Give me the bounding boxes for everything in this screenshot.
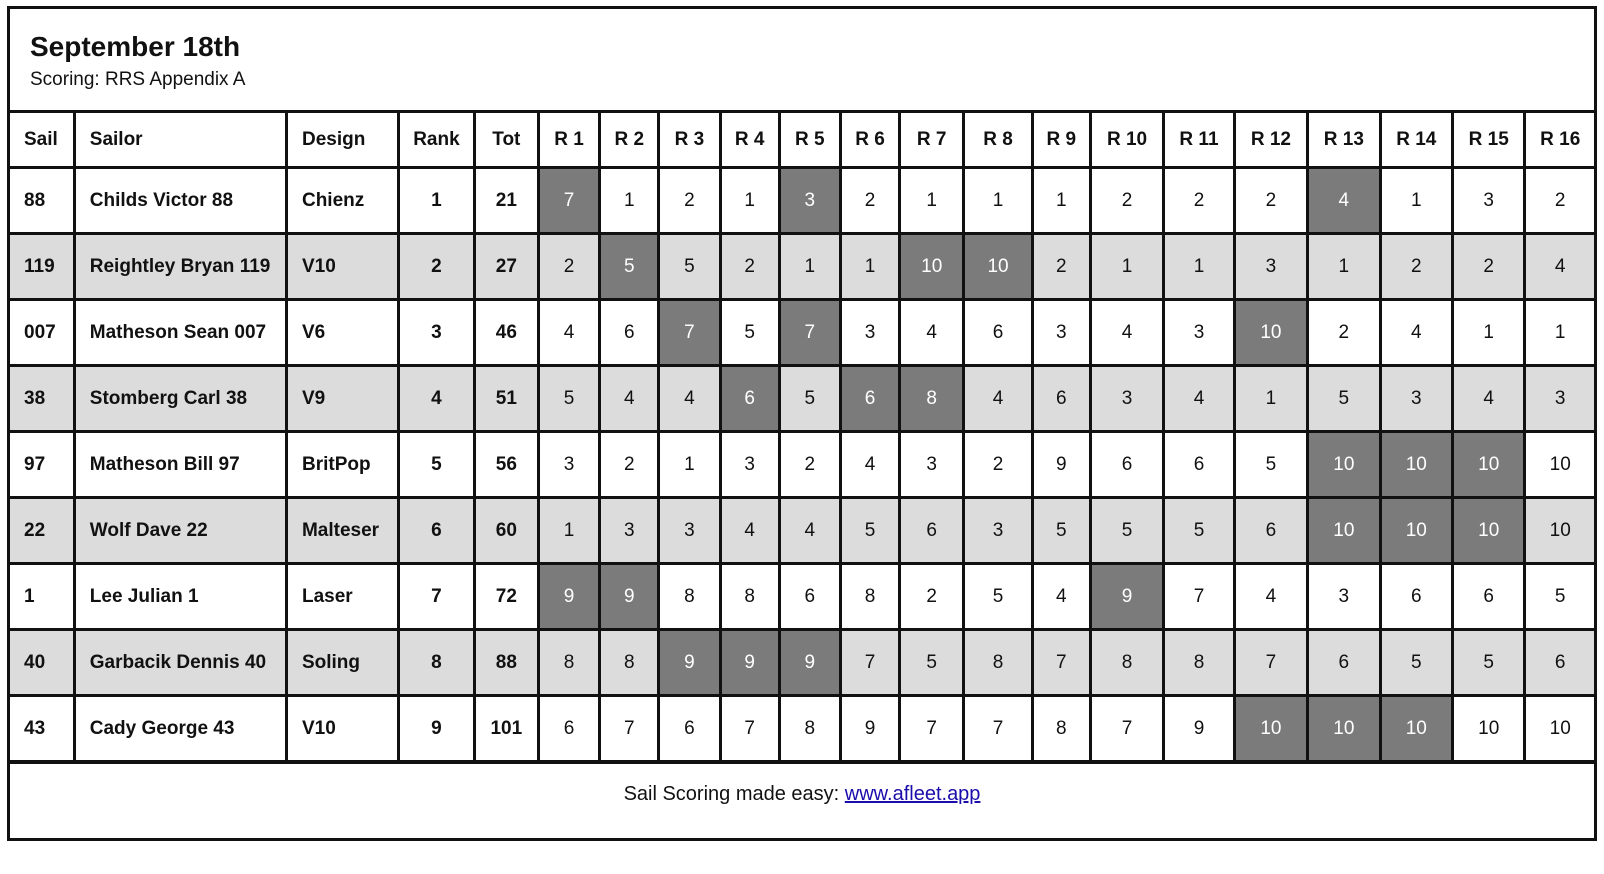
design-cell: V9 [286, 366, 398, 432]
total-cell: 27 [474, 234, 538, 300]
race-score: 4 [1032, 564, 1090, 630]
race-score: 8 [779, 696, 840, 762]
race-score: 5 [1308, 366, 1380, 432]
race-score-dropped: 10 [1380, 696, 1452, 762]
race-score: 6 [964, 300, 1032, 366]
race-score: 1 [659, 432, 720, 498]
afleet-link[interactable]: www.afleet.app [844, 783, 981, 805]
race-score: 1 [1090, 234, 1163, 300]
race-score: 1 [1032, 168, 1090, 234]
design-cell: V6 [286, 300, 398, 366]
total-cell: 101 [474, 696, 538, 762]
race-score: 8 [720, 564, 779, 630]
sailor-cell: Stomberg Carl 38 [74, 366, 286, 432]
column-header: R 14 [1380, 112, 1452, 168]
race-score-dropped: 7 [659, 300, 720, 366]
race-score: 5 [1380, 630, 1452, 696]
total-cell: 88 [474, 630, 538, 696]
race-score-dropped: 10 [964, 234, 1032, 300]
sailor-cell: Matheson Sean 007 [74, 300, 286, 366]
table-body [10, 168, 1596, 762]
race-score: 1 [779, 234, 840, 300]
sailor-cell: Reightley Bryan 119 [74, 234, 286, 300]
race-score-dropped: 7 [779, 300, 840, 366]
race-score: 2 [1164, 168, 1234, 234]
design-cell: V10 [286, 696, 398, 762]
race-score: 4 [900, 300, 964, 366]
race-score: 6 [1453, 564, 1525, 630]
race-score-dropped: 7 [538, 168, 599, 234]
race-score: 4 [659, 366, 720, 432]
sail-cell: 119 [10, 234, 74, 300]
race-score: 7 [1234, 630, 1307, 696]
sailor-cell: Childs Victor 88 [74, 168, 286, 234]
table-row [10, 300, 1596, 366]
race-score: 4 [1164, 366, 1234, 432]
race-score: 6 [1090, 432, 1163, 498]
race-score: 4 [1453, 366, 1525, 432]
table-row [10, 630, 1596, 696]
design-cell: Malteser [286, 498, 398, 564]
rank-cell: 8 [399, 630, 475, 696]
column-header: Tot [474, 112, 538, 168]
rank-cell: 5 [399, 432, 475, 498]
race-score: 1 [1164, 234, 1234, 300]
race-score: 3 [1453, 168, 1525, 234]
design-cell: Soling [286, 630, 398, 696]
race-score: 6 [1234, 498, 1307, 564]
race-score: 5 [840, 498, 899, 564]
race-score-dropped: 10 [1234, 300, 1307, 366]
race-score: 6 [1308, 630, 1380, 696]
footer [10, 761, 1594, 838]
sail-cell: 43 [10, 696, 74, 762]
race-score-dropped: 10 [1380, 498, 1452, 564]
race-score: 2 [1453, 234, 1525, 300]
race-score: 4 [1525, 234, 1596, 300]
race-score: 3 [1234, 234, 1307, 300]
sail-cell: 40 [10, 630, 74, 696]
total-cell: 60 [474, 498, 538, 564]
race-score-dropped: 6 [720, 366, 779, 432]
race-score: 5 [1164, 498, 1234, 564]
race-score: 7 [900, 696, 964, 762]
column-header: R 3 [659, 112, 720, 168]
race-score: 2 [1525, 168, 1596, 234]
race-score: 5 [1090, 498, 1163, 564]
race-score: 8 [964, 630, 1032, 696]
column-header: R 15 [1453, 112, 1525, 168]
race-score: 10 [1525, 498, 1596, 564]
race-score: 3 [1308, 564, 1380, 630]
race-score: 4 [538, 300, 599, 366]
race-score: 8 [1032, 696, 1090, 762]
rank-cell: 9 [399, 696, 475, 762]
race-score: 8 [840, 564, 899, 630]
total-cell: 56 [474, 432, 538, 498]
race-score: 9 [1164, 696, 1234, 762]
race-score: 5 [1032, 498, 1090, 564]
race-score: 3 [1525, 366, 1596, 432]
sail-cell: 1 [10, 564, 74, 630]
race-score: 2 [1380, 234, 1452, 300]
race-score: 6 [600, 300, 659, 366]
race-score: 1 [964, 168, 1032, 234]
column-header: R 8 [964, 112, 1032, 168]
race-score: 6 [538, 696, 599, 762]
race-score: 1 [538, 498, 599, 564]
race-score: 7 [840, 630, 899, 696]
column-header: R 9 [1032, 112, 1090, 168]
race-score: 7 [1032, 630, 1090, 696]
race-score-dropped: 9 [1090, 564, 1163, 630]
table-row [10, 366, 1596, 432]
race-score: 6 [659, 696, 720, 762]
race-score: 2 [1308, 300, 1380, 366]
column-header: R 4 [720, 112, 779, 168]
race-score: 6 [1525, 630, 1596, 696]
race-score: 2 [840, 168, 899, 234]
race-score-dropped: 3 [779, 168, 840, 234]
sail-cell: 22 [10, 498, 74, 564]
race-score: 8 [538, 630, 599, 696]
sailor-cell: Garbacik Dennis 40 [74, 630, 286, 696]
rank-cell: 4 [399, 366, 475, 432]
race-score: 4 [779, 498, 840, 564]
race-score: 1 [900, 168, 964, 234]
race-score: 2 [964, 432, 1032, 498]
race-score: 8 [659, 564, 720, 630]
column-header: R 10 [1090, 112, 1163, 168]
race-score: 5 [1234, 432, 1307, 498]
race-score: 6 [1032, 366, 1090, 432]
race-score-dropped: 10 [1453, 498, 1525, 564]
race-score: 3 [1380, 366, 1452, 432]
race-score: 2 [1032, 234, 1090, 300]
race-score: 1 [600, 168, 659, 234]
race-score-dropped: 10 [1380, 432, 1452, 498]
page-title: September 18th [30, 31, 241, 62]
race-score: 2 [1234, 168, 1307, 234]
race-score-dropped: 10 [1453, 432, 1525, 498]
race-score: 3 [720, 432, 779, 498]
sailor-cell: Cady George 43 [74, 696, 286, 762]
race-score: 1 [1380, 168, 1452, 234]
race-score: 5 [900, 630, 964, 696]
race-score: 2 [900, 564, 964, 630]
race-score: 5 [720, 300, 779, 366]
race-score-dropped: 10 [1308, 498, 1380, 564]
column-header: R 5 [779, 112, 840, 168]
race-score: 1 [1234, 366, 1307, 432]
race-score: 9 [840, 696, 899, 762]
race-score-dropped: 6 [840, 366, 899, 432]
table-row [10, 564, 1596, 630]
race-score: 5 [1525, 564, 1596, 630]
column-header: Sail [10, 112, 74, 168]
race-score-dropped: 9 [538, 564, 599, 630]
race-score-dropped: 9 [600, 564, 659, 630]
race-score: 3 [538, 432, 599, 498]
column-header: R 13 [1308, 112, 1380, 168]
footer-text: Sail Scoring made easy: [623, 783, 845, 805]
design-cell: Laser [286, 564, 398, 630]
column-header: R 11 [1164, 112, 1234, 168]
race-score: 2 [779, 432, 840, 498]
race-score-dropped: 10 [900, 234, 964, 300]
sailor-cell: Matheson Bill 97 [74, 432, 286, 498]
race-score: 3 [659, 498, 720, 564]
column-header: R 12 [1234, 112, 1307, 168]
column-header: Design [286, 112, 398, 168]
sailor-cell: Lee Julian 1 [74, 564, 286, 630]
race-score: 1 [1453, 300, 1525, 366]
column-header: R 6 [840, 112, 899, 168]
race-score: 3 [1164, 300, 1234, 366]
total-cell: 72 [474, 564, 538, 630]
race-score: 7 [1164, 564, 1234, 630]
race-score: 3 [1090, 366, 1163, 432]
table-row [10, 168, 1596, 234]
race-score: 3 [840, 300, 899, 366]
rank-cell: 7 [399, 564, 475, 630]
race-score: 8 [1164, 630, 1234, 696]
race-score: 5 [779, 366, 840, 432]
scoring-subtitle: Scoring: RRS Appendix A [30, 69, 246, 90]
table-row [10, 696, 1596, 762]
race-score: 5 [659, 234, 720, 300]
race-score: 6 [779, 564, 840, 630]
race-score-dropped: 8 [900, 366, 964, 432]
race-score: 1 [1525, 300, 1596, 366]
race-score: 4 [1380, 300, 1452, 366]
total-cell: 51 [474, 366, 538, 432]
race-score: 2 [600, 432, 659, 498]
sail-cell: 38 [10, 366, 74, 432]
results-table [10, 110, 1597, 763]
race-score: 3 [900, 432, 964, 498]
race-score: 5 [538, 366, 599, 432]
race-score: 5 [1453, 630, 1525, 696]
rank-cell: 6 [399, 498, 475, 564]
race-score: 1 [720, 168, 779, 234]
column-header: R 1 [538, 112, 599, 168]
race-score-dropped: 9 [659, 630, 720, 696]
race-score: 3 [964, 498, 1032, 564]
race-score: 4 [840, 432, 899, 498]
table-row [10, 234, 1596, 300]
race-score: 1 [1308, 234, 1380, 300]
race-score: 6 [1380, 564, 1452, 630]
race-score-dropped: 5 [600, 234, 659, 300]
race-score: 4 [600, 366, 659, 432]
table-row [10, 432, 1596, 498]
rank-cell: 2 [399, 234, 475, 300]
race-score: 6 [900, 498, 964, 564]
race-score-dropped: 9 [779, 630, 840, 696]
race-score: 4 [1234, 564, 1307, 630]
total-cell: 21 [474, 168, 538, 234]
table-row [10, 498, 1596, 564]
race-score: 10 [1525, 696, 1596, 762]
column-header: R 2 [600, 112, 659, 168]
rank-cell: 3 [399, 300, 475, 366]
design-cell: Chienz [286, 168, 398, 234]
race-score: 3 [1032, 300, 1090, 366]
race-score-dropped: 4 [1308, 168, 1380, 234]
race-score: 1 [840, 234, 899, 300]
results-header [10, 9, 1594, 113]
race-score: 2 [720, 234, 779, 300]
design-cell: BritPop [286, 432, 398, 498]
race-score: 7 [600, 696, 659, 762]
race-score: 7 [964, 696, 1032, 762]
race-score: 2 [538, 234, 599, 300]
race-score: 4 [720, 498, 779, 564]
race-score: 9 [1032, 432, 1090, 498]
race-score: 8 [1090, 630, 1163, 696]
race-score: 10 [1453, 696, 1525, 762]
race-score: 6 [1164, 432, 1234, 498]
column-header: Rank [399, 112, 475, 168]
column-header: R 7 [900, 112, 964, 168]
race-score: 5 [964, 564, 1032, 630]
race-score: 2 [1090, 168, 1163, 234]
column-header: R 16 [1525, 112, 1596, 168]
race-score: 3 [600, 498, 659, 564]
column-header: Sailor [74, 112, 286, 168]
race-score-dropped: 9 [720, 630, 779, 696]
race-score: 4 [964, 366, 1032, 432]
race-score: 7 [720, 696, 779, 762]
race-score: 7 [1090, 696, 1163, 762]
rank-cell: 1 [399, 168, 475, 234]
race-score-dropped: 10 [1308, 432, 1380, 498]
sailor-cell: Wolf Dave 22 [74, 498, 286, 564]
race-score: 10 [1525, 432, 1596, 498]
sail-cell: 88 [10, 168, 74, 234]
results-sheet [7, 6, 1597, 841]
design-cell: V10 [286, 234, 398, 300]
race-score-dropped: 10 [1308, 696, 1380, 762]
race-score-dropped: 10 [1234, 696, 1307, 762]
sail-cell: 97 [10, 432, 74, 498]
total-cell: 46 [474, 300, 538, 366]
table-header-row [10, 112, 1596, 168]
race-score: 2 [659, 168, 720, 234]
race-score: 4 [1090, 300, 1163, 366]
race-score: 8 [600, 630, 659, 696]
sail-cell: 007 [10, 300, 74, 366]
